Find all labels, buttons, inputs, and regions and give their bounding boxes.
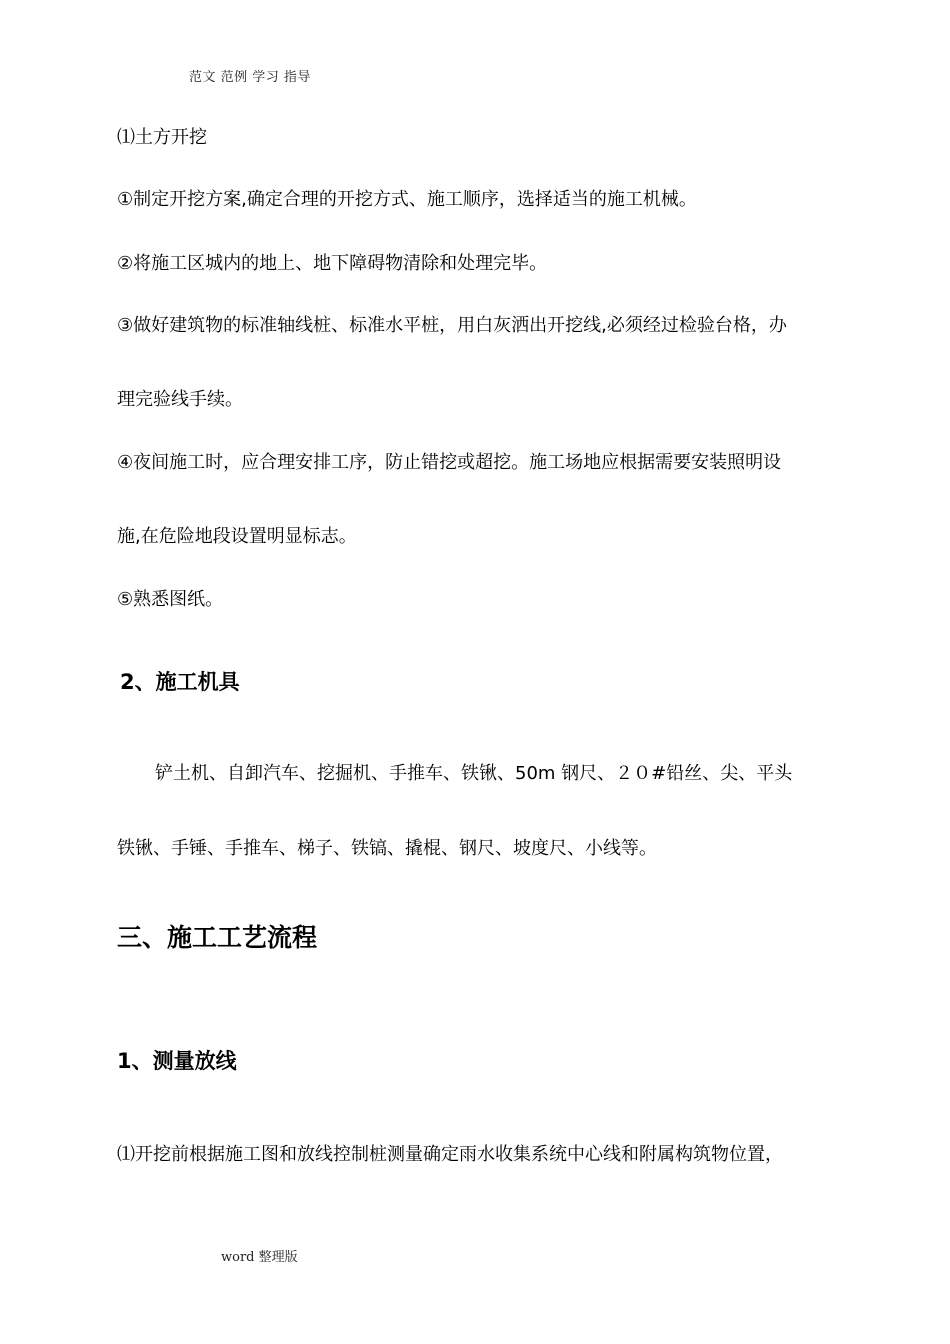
list-item: ①制定开挖方案,确定合理的开挖方式、施工顺序，选择适当的施工机械。 [117,189,697,210]
section-heading-survey: 1、测量放线 [117,1049,237,1073]
section-heading-tools: 2、施工机具 [120,670,240,694]
list-item: ④夜间施工时，应合理安排工序，防止错挖或超挖。施工场地应根据需要安装照明设 [117,452,782,473]
list-item-continuation: 理完验线手续。 [117,389,243,410]
tools-paragraph-line: 铲土机、自卸汽车、挖掘机、手推车、铁锹、50m 钢尺、２０#铅丝、尖、平头 [155,763,793,784]
list-item: ⑤熟悉图纸。 [117,589,224,610]
earthwork-title: ⑴土方开挖 [117,127,207,148]
list-item: ②将施工区城内的地上、地下障碍物清除和处理完毕。 [117,253,548,274]
page-header: 范文 范例 学习 指导 [189,70,311,85]
survey-paragraph-line: ⑴开挖前根据施工图和放线控制桩测量确定雨水收集系统中心线和附属构筑物位置， [117,1144,783,1165]
chapter-heading-process: 三、施工工艺流程 [117,923,318,952]
tools-paragraph-line: 铁锹、手锤、手推车、梯子、铁镐、撬棍、钢尺、坡度尺、小线等。 [117,838,657,859]
list-item-continuation: 施,在危险地段设置明显标志。 [117,526,357,547]
page-footer: word 整理版 [221,1250,298,1265]
list-item: ③做好建筑物的标准轴线桩、标准水平桩，用白灰洒出开挖线,必须经过检验台格，办 [117,315,787,336]
